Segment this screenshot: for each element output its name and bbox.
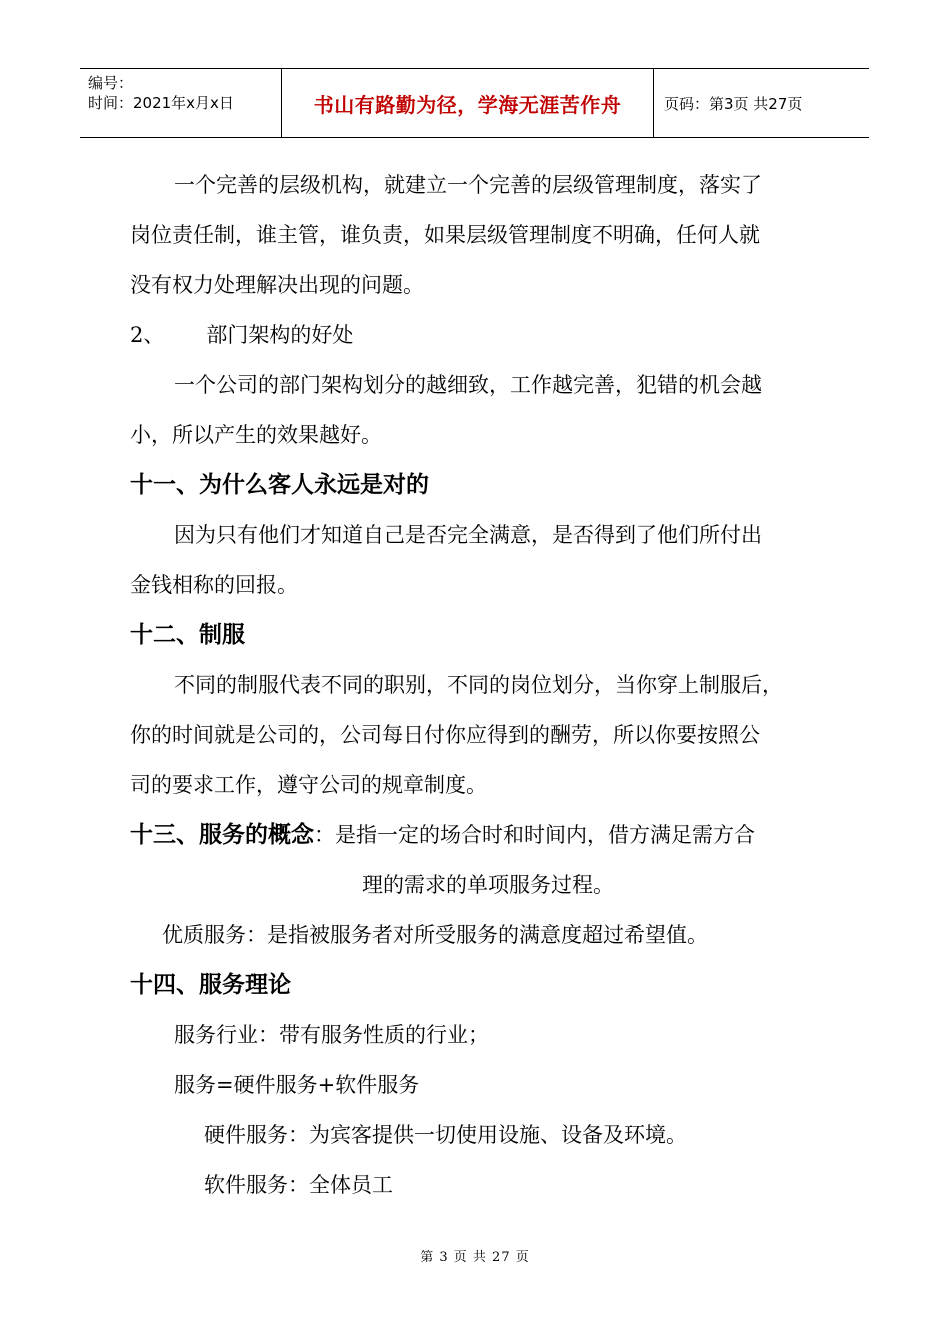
paragraph-line: 金钱相称的回报。 (130, 573, 298, 597)
paragraph-line: 没有权力处理解决出现的问题。 (130, 273, 424, 297)
section-heading-11: 十一、为什么客人永远是对的 (130, 472, 429, 498)
paragraph-line: 服务=硬件服务+软件服务 (174, 1073, 420, 1097)
paragraph-line: 一个公司的部门架构划分的越细致，工作越完善，犯错的机会越 (174, 373, 762, 397)
subsection-number: 2、 (130, 323, 165, 347)
subsection-title: 部门架构的好处 (206, 323, 354, 347)
section-heading-13 (130, 810, 830, 860)
page-footer: 第 3 页 共 27 页 (420, 1250, 530, 1265)
paragraph-line: 软件服务：全体员工 (204, 1173, 393, 1197)
section-heading-13-title: 十三、服务的概念 (130, 822, 314, 848)
section-heading-13-text: ：是指一定的场合时和时间内，借方满足需方合 (314, 823, 755, 847)
paragraph-line: 小，所以产生的效果越好。 (130, 423, 382, 447)
header-meta (80, 69, 282, 137)
section-heading-12: 十二、制服 (130, 622, 245, 648)
page-header (80, 68, 869, 138)
paragraph-line: 服务行业：带有服务性质的行业； (174, 1023, 489, 1047)
paragraph-line: 你的时间就是公司的，公司每日付你应得到的酬劳，所以你要按照公 (130, 723, 760, 747)
paragraph-line: 因为只有他们才知道自己是否完全满意，是否得到了他们所付出 (174, 523, 762, 547)
paragraph-line: 优质服务：是指被服务者对所受服务的满意度超过希望值。 (162, 923, 708, 947)
paragraph-line: 硬件服务：为宾客提供一切使用设施、设备及环境。 (204, 1123, 687, 1147)
paragraph-line: 不同的制服代表不同的职别，不同的岗位划分，当你穿上制服后， (174, 673, 783, 697)
paragraph-line: 岗位责任制，谁主管，谁负责，如果层级管理制度不明确，任何人就 (130, 223, 760, 247)
paragraph-line: 一个完善的层级机构，就建立一个完善的层级管理制度，落实了 (174, 173, 762, 197)
section-heading-14: 十四、服务理论 (130, 972, 291, 998)
header-motto: 书山有路勤为径，学海无涯苦作舟 (282, 69, 654, 137)
document-body (130, 160, 830, 1210)
paragraph-line: 理的需求的单项服务过程。 (362, 873, 614, 897)
header-page-info: 页码：第3页 共27页 (664, 94, 803, 113)
document-date: 时间：2021年x月x日 (88, 94, 234, 112)
subsection-heading (130, 310, 830, 360)
document-number-label: 编号： (88, 74, 134, 92)
paragraph-line: 司的要求工作，遵守公司的规章制度。 (130, 773, 487, 797)
